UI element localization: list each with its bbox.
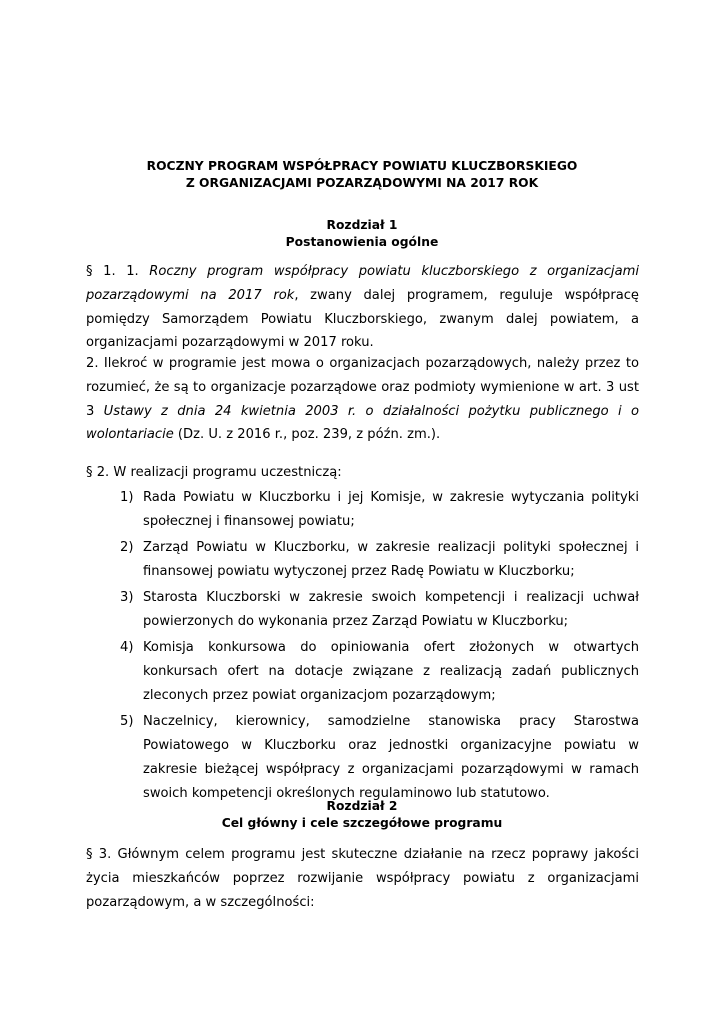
list-item-number: 1) [120,490,134,505]
section-2-intro: § 2. W realizacji programu uczestniczą: [86,465,342,480]
list-item-number: 2) [120,540,134,556]
list-item [86,536,639,584]
act-title: Ustawy z dnia 24 kwietnia 2003 r. o działalności pożytku publicznego i o wolontariacie [86,403,639,443]
chapter-2-title: Cel główny i cele szczegółowe programu [221,816,503,830]
list-item-text: Rada Powiatu w Kluczborku i jej Komisje, w zakresie wytyczania polityki społecznej i finansowej powiatu; [143,490,639,529]
document-title-line-2: Z ORGANIZACJAMI POZARZĄDOWYMI NA 2017 ROK [185,176,539,190]
list-item-text: Naczelnicy, kierownicy, samodzielne stanowiska pracy Starostwa Powiatowego w Kluczborku oraz jednostki organizacyjne powiatu w zakresie bieżącej współpracy z organizacjami pozarządowymi w ramach swoich kompetencji określonych regulaminowo lub statutowo. [143,714,639,801]
list-item-number: 3) [120,590,134,606]
chapter-2-heading [86,798,638,832]
chapter-1-number: Rozdział 1 [326,218,398,232]
section-1-prefix: § 1. 1. [86,264,150,279]
act-citation: (Dz. U. z 2016 r., poz. 239, z późn. zm.). [173,427,441,443]
section-3-paragraph: § 3. Głównym celem programu jest skuteczne działanie na rzecz poprawy jakości życia mieszkańców poprzez rozwijanie współpracy powiatu z organizacjami pozarządowym, a w szczególności: [86,847,639,910]
list-item-number: 4) [120,640,134,656]
list-item [86,486,639,534]
section-1-point-2 [86,352,639,447]
list-item [86,586,639,634]
document-title [86,158,638,192]
list-item [86,636,639,707]
chapter-2-number: Rozdział 2 [326,799,398,813]
list-item [86,710,639,805]
chapter-1-heading [86,217,638,251]
document-title-line-1: ROCZNY PROGRAM WSPÓŁPRACY POWIATU KLUCZBORSKIEGO [146,159,578,173]
list-item-text: Komisja konkursowa do opiniowania ofert złożonych w otwartych konkursach ofert na dotacje związane z realizacją zadań publicznych zleconych przez powiat organizacjom pozarządowym; [143,640,639,703]
chapter-1-title: Postanowienia ogólne [285,235,439,249]
participants-list [86,486,639,808]
section-1-paragraph [86,260,639,355]
list-item-number: 5) [120,714,134,730]
section-1-point-2-text: 2. Ilekroć w programie jest mowa o organizacjach pozarządowych, należy przez to rozumieć, że są to organizacje pozarządowe oraz podmioty wymienione w art. 3 ust 3 [86,356,639,419]
list-item-text: Starosta Kluczborski w zakresie swoich kompetencji i realizacji uchwał powierzonych do wykonania przez Zarząd Powiatu w Kluczborku; [143,590,639,629]
list-item-text: Zarząd Powiatu w Kluczborku, w zakresie realizacji polityki społecznej i finansowej powiatu wytyczonej przez Radę Powiatu w Kluczborku; [143,540,639,579]
program-name: Roczny program współpracy powiatu kluczborskiego z organizacjami pozarządowymi na 2017 rok [86,264,639,303]
section-1-text: , zwany dalej programem, reguluje współpracę pomiędzy Samorządem Powiatu Kluczborskiego, zwanym dalej powiatem, a organizacjami pozarządowymi w 2017 roku. [86,287,639,351]
